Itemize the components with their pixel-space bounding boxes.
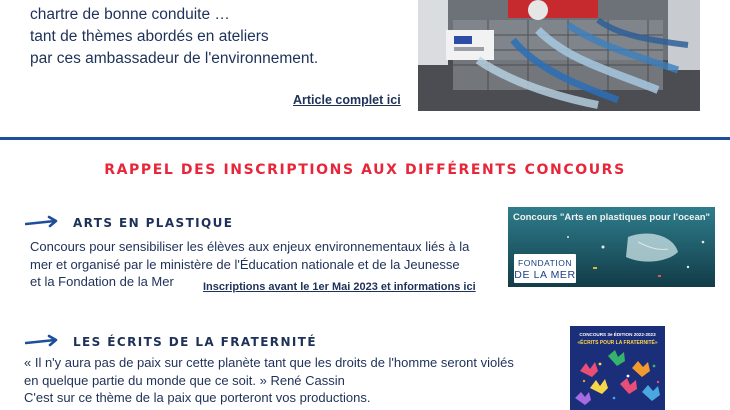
quote-line: « Il n'y aura pas de paix sur cette planète tant que les droits de l'homme seront violés bbox=[24, 355, 514, 370]
description-line: Concours pour sensibiliser les élèves aux enjeux environnementaux liés à la bbox=[30, 239, 470, 254]
concours-fraternite-heading: LES ÉCRITS DE LA FRATERNITÉ bbox=[73, 335, 317, 349]
intro-text bbox=[30, 4, 318, 70]
fondation-de-la-mer-logo bbox=[514, 254, 576, 283]
section-title: RAPPEL DES INSCRIPTIONS AUX DIFFÉRENTS CONCOURS bbox=[104, 162, 626, 178]
logo-line: FONDATION bbox=[518, 258, 572, 268]
recycling-sculpture-illustration bbox=[418, 0, 700, 111]
concours-plastique-heading: ARTS EN PLASTIQUE bbox=[73, 216, 234, 230]
poster-title-text: «ÉCRITS POUR LA FRATERNITÉ» bbox=[577, 340, 658, 346]
inscriptions-link[interactable]: Inscriptions avant le 1er Mai 2023 et informations ici bbox=[203, 281, 476, 293]
description-line: et la Fondation de la Mer bbox=[30, 274, 174, 289]
poster-edition-text: CONCOURS 3e ÉDITION 2022-2023 bbox=[579, 332, 656, 337]
quote-line: en quelque partie du monde que ce soit. » René Cassin bbox=[24, 372, 345, 388]
ocean-image-caption: Concours "Arts en plastiques pour l'ocean" bbox=[512, 212, 711, 223]
fraternite-poster bbox=[570, 326, 665, 410]
intro-line: tant de thèmes abordés en ateliers bbox=[30, 28, 269, 45]
intro-line: par ces ambassadeur de l'environnement. bbox=[30, 50, 319, 67]
description-line: mer et organisé par le ministère de l'Éducation nationale et de la Jeunesse bbox=[30, 256, 460, 272]
arrow-right-icon bbox=[25, 334, 61, 348]
recycling-sculpture-photo bbox=[418, 0, 700, 111]
arrow-right-icon bbox=[25, 215, 61, 229]
description-line: C'est sur ce thème de la paix que porteront vos productions. bbox=[24, 390, 371, 405]
intro-line: chartre de bonne conduite … bbox=[30, 6, 230, 23]
concours-fraternite-description bbox=[24, 354, 514, 407]
article-link[interactable]: Article complet ici bbox=[293, 93, 401, 107]
ocean-plastic-image bbox=[508, 207, 715, 287]
logo-line: DE LA MER bbox=[514, 269, 576, 281]
fraternite-poster-illustration bbox=[570, 326, 665, 410]
section-divider bbox=[0, 137, 730, 140]
